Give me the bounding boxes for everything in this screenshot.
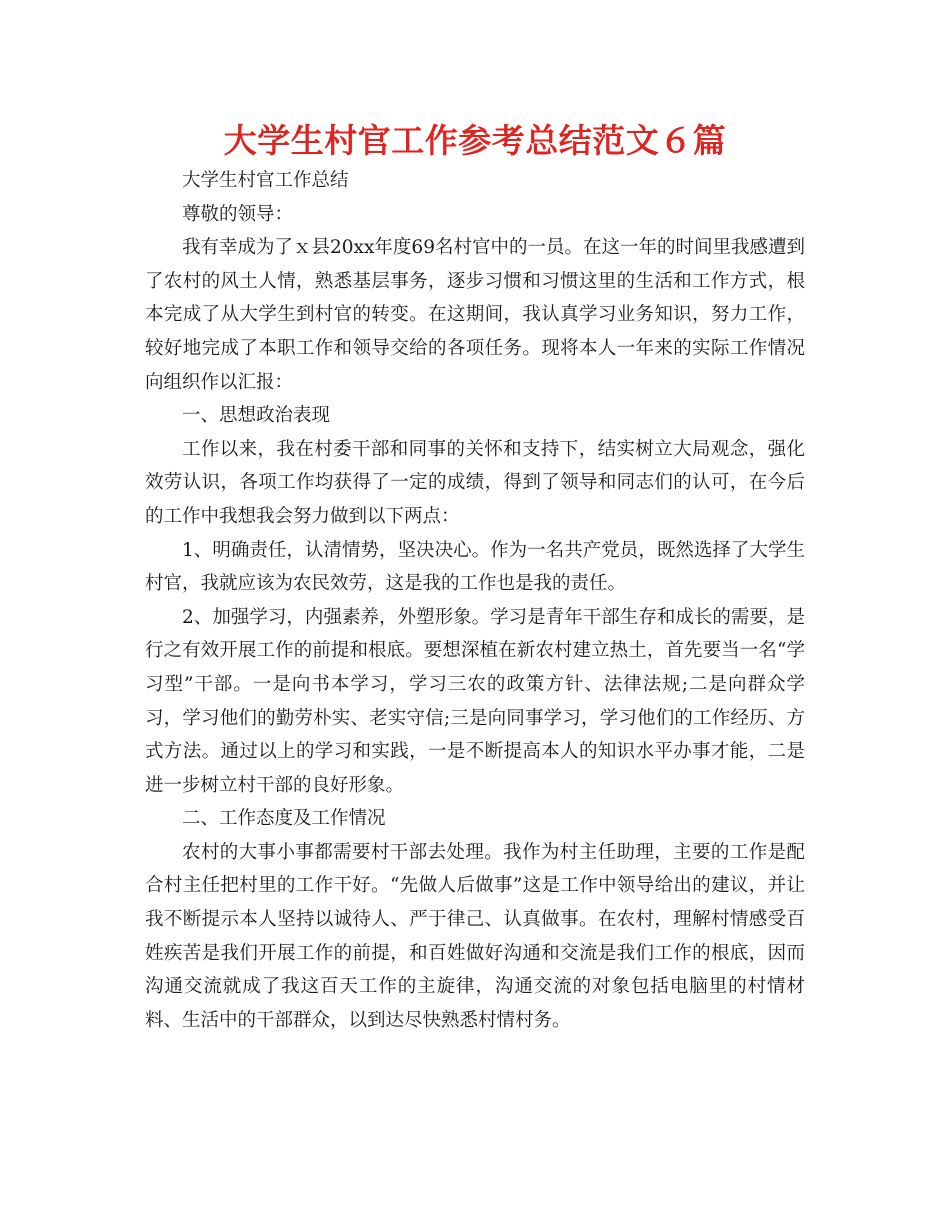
paragraph: 农村的大事小事都需要村干部去处理。我作为村主任助理，主要的工作是配合村主任把村里的工作干好。“先做人后做事”这是工作中领导给出的建议，并让我不断提示本人坚持以诚待人、严于律己、认真做事。在农村，理解村情感受百姓疾苦是我们开展工作的前提，和百姓做好沟通和交流是我们工作的根底，因而沟通交流就成了我这百天工作的主旋律，沟通交流的对象包括电脑里的村情材料、生活中的干部群众，以到达尽快熟悉村情村务。	[145, 841, 805, 1031]
section-heading: 一、思想政治表现	[182, 405, 331, 427]
section-heading: 二、工作态度及工作情况	[182, 808, 386, 830]
section-heading: 大学生村官工作总结	[182, 170, 349, 191]
salutation: 尊敬的领导：	[182, 203, 294, 225]
paragraph: 1、明确责任，认清情势，坚决决心。作为一名共产党员，既然选择了大学生村官，我就应该为农民效劳，这是我的工作也是我的责任。	[145, 539, 805, 595]
paragraph: 我有幸成为了ｘ县20xx年度69名村官中的一员。在这一年的时间里我感遭到了农村的风土人情，熟悉基层事务，逐步习惯和习惯这里的生活和工作方式，根本完成了从大学生到村官的转变。在这期间，我认真学习业务知识，努力工作，较好地完成了本职工作和领导交给的各项任务。现将本人一年来的实际工作情况向组织作以汇报：	[145, 237, 805, 393]
paragraph: 2、加强学习，内强素养，外塑形象。学习是青年干部生存和成长的需要，是行之有效开展工作的前提和根底。要想深植在新农村建立热土，首先要当一名“学习型”干部。一是向书本学习，学习三农的政策方针、法律法规;二是向群众学习，学习他们的勤劳朴实、老实守信;三是向同事学习，学习他们的工作经历、方式方法。通过以上的学习和实践，一是不断提高本人的知识水平办事才能，二是进一步树立村干部的良好形象。	[145, 606, 805, 796]
document-title: 大学生村官工作参考总结范文６篇	[223, 121, 727, 160]
paragraph: 工作以来，我在村委干部和同事的关怀和支持下，结实树立大局观念，强化效劳认识，各项工作均获得了一定的成绩，得到了领导和同志们的认可，在今后的工作中我想我会努力做到以下两点：	[145, 438, 805, 527]
document-body	[145, 164, 805, 1037]
